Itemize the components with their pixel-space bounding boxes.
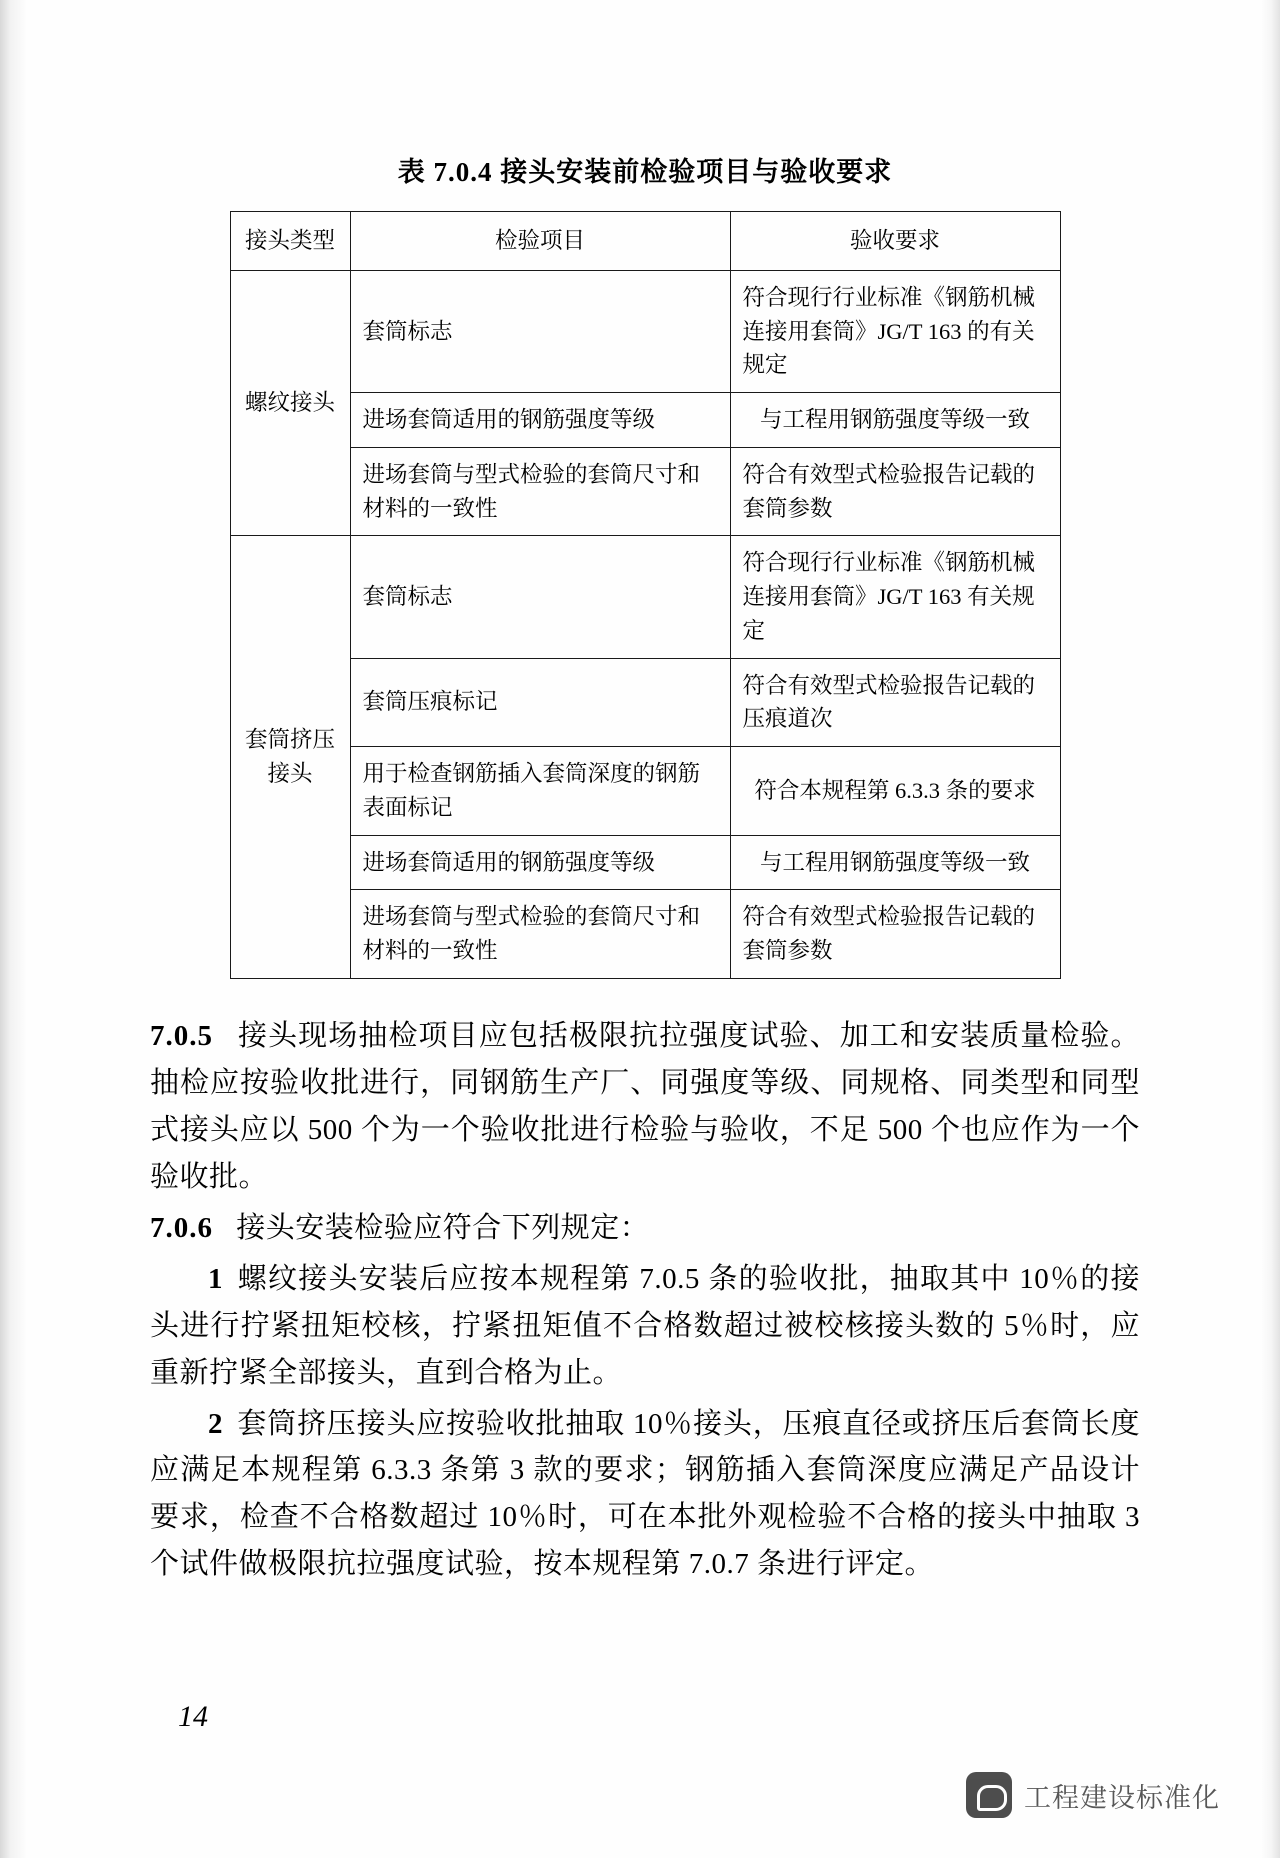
acceptance-requirement: 符合有效型式检验报告记载的压痕道次 — [730, 658, 1060, 747]
table-row — [230, 536, 1060, 658]
item-number: 1 — [208, 1262, 223, 1295]
inspection-item: 进场套筒与型式检验的套筒尺寸和材料的一致性 — [350, 890, 730, 979]
clause-7-0-5 — [150, 1013, 1140, 1201]
clause-item-2 — [150, 1401, 1140, 1589]
item-text: 螺纹接头安装后应按本规程第 7.0.5 条的验收批，抽取其中 10％的接头进行拧紧扭矩校核，拧紧扭矩值不合格数超过被校核接头数的 5％时，应重新拧紧全部接头，直到合格为止。 — [150, 1262, 1140, 1389]
table-header-joint-type: 接头类型 — [230, 212, 350, 271]
body-text — [150, 1013, 1140, 1589]
item-number: 2 — [208, 1407, 223, 1440]
table-header-inspection-item: 检验项目 — [350, 212, 730, 271]
watermark — [966, 1772, 1220, 1818]
acceptance-requirement: 符合有效型式检验报告记载的套筒参数 — [730, 890, 1060, 979]
acceptance-requirement: 与工程用钢筋强度等级一致 — [730, 393, 1060, 448]
scan-edge-left — [0, 0, 26, 1858]
clause-text: 接头安装检验应符合下列规定： — [236, 1211, 650, 1244]
acceptance-requirement: 符合现行行业标准《钢筋机械连接用套筒》JG/T 163 有关规定 — [730, 536, 1060, 658]
page-content — [150, 150, 1140, 1592]
table-row — [230, 393, 1060, 448]
inspection-item: 进场套筒适用的钢筋强度等级 — [350, 835, 730, 890]
table-row — [230, 835, 1060, 890]
inspection-item: 套筒标志 — [350, 270, 730, 392]
table-row — [230, 270, 1060, 392]
inspection-item: 进场套筒与型式检验的套筒尺寸和材料的一致性 — [350, 447, 730, 536]
clause-item-1 — [150, 1256, 1140, 1397]
scan-edge-right — [1262, 0, 1280, 1858]
table-row — [230, 658, 1060, 747]
joint-type-threaded: 螺纹接头 — [230, 270, 350, 536]
clause-number: 7.0.6 — [150, 1211, 213, 1244]
inspection-item: 进场套筒适用的钢筋强度等级 — [350, 393, 730, 448]
watermark-text: 工程建设标准化 — [1024, 1782, 1220, 1813]
acceptance-requirement: 与工程用钢筋强度等级一致 — [730, 835, 1060, 890]
clause-number: 7.0.5 — [150, 1019, 213, 1052]
item-text: 套筒挤压接头应按验收批抽取 10％接头，压痕直径或挤压后套筒长度应满足本规程第 6.3.3 条第 3 款的要求；钢筋插入套筒深度应满足产品设计要求，检查不合格数超过 10％时，可在本批外观检验不合格的接头中抽取 3 个试件做极限抗拉强度试验，按本规程第 7.0.7 条进行评定。 — [150, 1407, 1140, 1581]
clause-text: 接头现场抽检项目应包括极限抗拉强度试验、加工和安装质量检验。抽检应按验收批进行，同钢筋生产厂、同强度等级、同规格、同类型和同型式接头应以 500 个为一个验收批进行检验与验收，不足 500 个也应作为一个验收批。 — [150, 1019, 1140, 1193]
page-number: 14 — [178, 1700, 208, 1733]
inspection-item: 套筒标志 — [350, 536, 730, 658]
wechat-logo-icon — [966, 1772, 1012, 1818]
clause-7-0-6 — [150, 1205, 1140, 1252]
acceptance-requirement: 符合本规程第 6.3.3 条的要求 — [730, 747, 1060, 836]
joint-type-sleeve-extrusion: 套筒挤压接头 — [230, 536, 350, 979]
inspection-item: 用于检查钢筋插入套筒深度的钢筋表面标记 — [350, 747, 730, 836]
table-header-acceptance-requirement: 验收要求 — [730, 212, 1060, 271]
inspection-item: 套筒压痕标记 — [350, 658, 730, 747]
inspection-requirements-table — [230, 211, 1061, 979]
table-row — [230, 447, 1060, 536]
table-row — [230, 747, 1060, 836]
table-header-row — [230, 212, 1060, 271]
acceptance-requirement: 符合有效型式检验报告记载的套筒参数 — [730, 447, 1060, 536]
table-row — [230, 890, 1060, 979]
table-title: 表 7.0.4 接头安装前检验项目与验收要求 — [397, 157, 893, 187]
acceptance-requirement: 符合现行行业标准《钢筋机械连接用套筒》JG/T 163 的有关规定 — [730, 270, 1060, 392]
